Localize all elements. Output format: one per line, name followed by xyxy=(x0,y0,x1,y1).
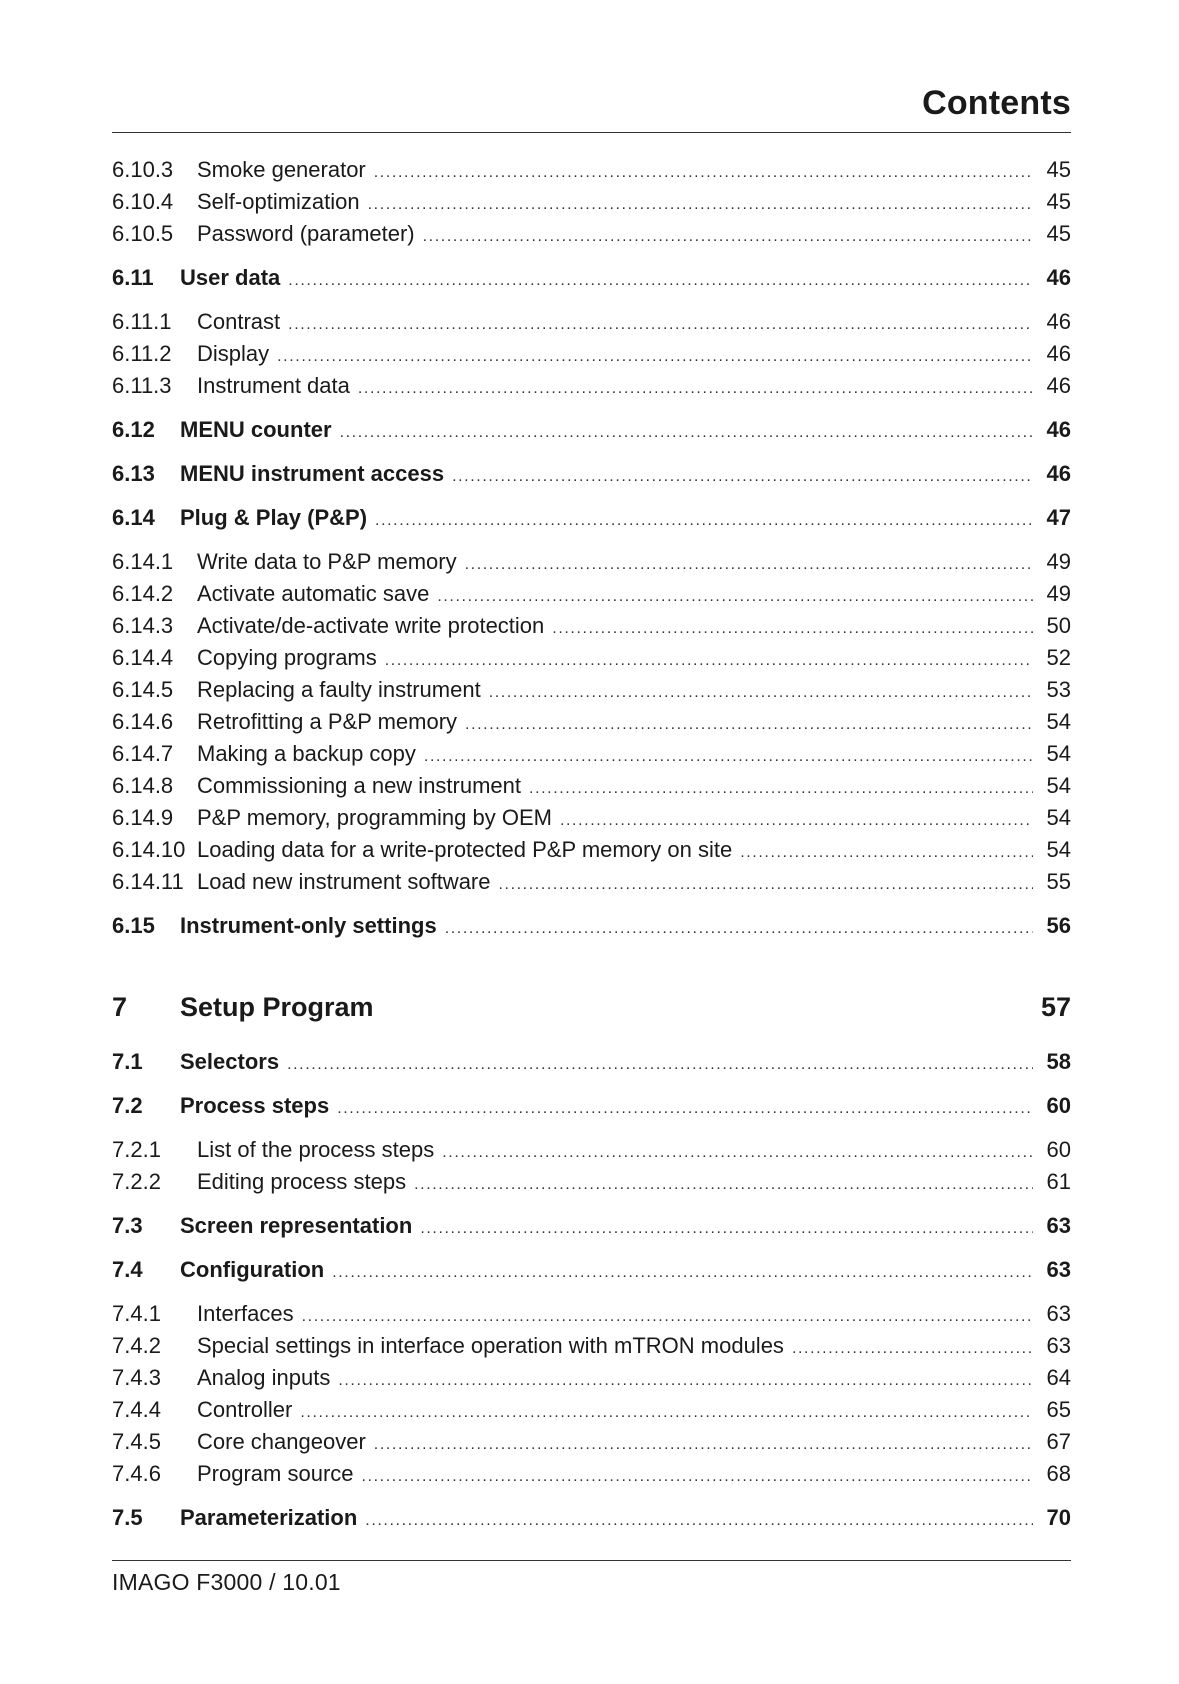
toc-entry[interactable] xyxy=(112,706,1071,738)
toc-entry-page: 67 xyxy=(1046,1429,1071,1454)
toc-entry[interactable] xyxy=(112,1090,1071,1122)
toc-dot-leader xyxy=(442,1137,1033,1169)
toc-entry-number: 6.14.8 xyxy=(112,773,174,798)
toc-entry-label: Commissioning a new instrument xyxy=(197,773,522,798)
toc-entry-page: 54 xyxy=(1046,837,1071,862)
toc-entry-page: 65 xyxy=(1046,1397,1071,1422)
toc-dot-leader xyxy=(358,373,1033,405)
toc-entry-number: 6.12 xyxy=(112,417,155,442)
toc-entry-page: 45 xyxy=(1046,189,1071,214)
toc-entry-label: Process steps xyxy=(180,1093,330,1118)
toc-entry-number: 6.10.3 xyxy=(112,157,174,182)
toc-entry[interactable] xyxy=(112,502,1071,534)
page-header xyxy=(112,80,1071,133)
toc-dot-leader xyxy=(552,613,1033,645)
toc-entry-number: 6.14.5 xyxy=(112,677,174,702)
toc-entry-number: 6.14.7 xyxy=(112,741,174,766)
toc-entry-number: 6.14.10 xyxy=(112,837,186,862)
page-title: Contents xyxy=(922,84,1071,122)
toc-entry-label: Controller xyxy=(197,1397,293,1422)
toc-entry-page: 58 xyxy=(1046,1049,1071,1074)
toc-entry-label: P&P memory, programming by OEM xyxy=(197,805,552,830)
toc-dot-leader xyxy=(529,773,1033,805)
toc-entry-page: 63 xyxy=(1046,1213,1071,1238)
toc-entry[interactable] xyxy=(112,154,1071,186)
toc-entry-number: 7.5 xyxy=(112,1505,143,1530)
toc-entry-number: 6.14.2 xyxy=(112,581,174,606)
toc-dot-leader xyxy=(332,1257,1033,1289)
toc-entry-label: Password (parameter) xyxy=(197,221,415,246)
toc-dot-leader xyxy=(489,677,1033,709)
toc-entry-label: Activate/de-activate write protection xyxy=(197,613,545,638)
toc-entry-label: Configuration xyxy=(180,1257,325,1282)
toc-entry-number: 7.4.6 xyxy=(112,1461,161,1486)
toc-entry-label: MENU instrument access xyxy=(180,461,445,486)
toc-dot-leader xyxy=(368,189,1033,221)
toc-entry[interactable] xyxy=(112,1330,1071,1362)
toc-entry-number: 6.14 xyxy=(112,505,155,530)
toc-entry[interactable] xyxy=(112,186,1071,218)
toc-dot-leader xyxy=(300,1397,1033,1429)
toc-entry-label: Program source xyxy=(197,1461,354,1486)
toc-entry-page: 63 xyxy=(1046,1257,1071,1282)
toc-entry-page: 68 xyxy=(1046,1461,1071,1486)
toc-entry-label: User data xyxy=(180,265,281,290)
toc-entry-page: 46 xyxy=(1046,341,1071,366)
toc-dot-leader xyxy=(792,1333,1033,1365)
toc-dot-leader xyxy=(424,741,1033,773)
toc-entry[interactable] xyxy=(112,1362,1071,1394)
toc-entry-label: Load new instrument software xyxy=(197,869,491,894)
toc-entry-page: 53 xyxy=(1046,677,1071,702)
toc-entry-page: 56 xyxy=(1046,913,1071,938)
toc-dot-leader xyxy=(423,221,1033,253)
toc-entry-number: 6.14.9 xyxy=(112,805,174,830)
toc-entry-page: 50 xyxy=(1046,613,1071,638)
toc-entry-label: Analog inputs xyxy=(197,1365,331,1390)
toc-entry[interactable] xyxy=(112,218,1071,250)
toc-dot-leader xyxy=(452,461,1033,493)
toc-entry-page: 45 xyxy=(1046,221,1071,246)
toc-entry[interactable] xyxy=(112,262,1071,294)
toc-entry[interactable] xyxy=(112,306,1071,338)
toc-dot-leader xyxy=(288,309,1033,341)
toc-entry-page: 70 xyxy=(1046,1505,1071,1530)
toc-entry-number: 6.11.1 xyxy=(112,309,172,334)
toc-entry-number: 6.14.6 xyxy=(112,709,174,734)
toc-entry[interactable] xyxy=(112,1134,1071,1166)
toc-dot-leader xyxy=(287,1049,1033,1081)
toc-entry-number: 6.11.3 xyxy=(112,373,172,398)
toc-dot-leader xyxy=(302,1301,1033,1333)
toc-entry-number: 7.4.5 xyxy=(112,1429,161,1454)
toc-entry-label: Editing process steps xyxy=(197,1169,407,1194)
toc-entry[interactable] xyxy=(112,738,1071,770)
toc-entry-number: 7.2.1 xyxy=(112,1137,161,1162)
toc-entry-label: Making a backup copy xyxy=(197,741,416,766)
toc-entry[interactable] xyxy=(112,1458,1071,1490)
toc-dot-leader xyxy=(365,1505,1033,1537)
toc-entry[interactable] xyxy=(112,1210,1071,1242)
toc-entry-number: 6.14.4 xyxy=(112,645,174,670)
page-footer xyxy=(112,1560,1071,1596)
footer-text: IMAGO F3000 / 10.01 xyxy=(112,1569,341,1595)
toc-entry-label: Contrast xyxy=(197,309,281,334)
toc-entry-page: 60 xyxy=(1046,1137,1071,1162)
toc-entry-number: 6.11 xyxy=(112,265,154,290)
toc-entry-number: 7.4.2 xyxy=(112,1333,161,1358)
toc-entry-label: Instrument data xyxy=(197,373,350,398)
toc-dot-leader xyxy=(437,581,1033,613)
toc-entry-label: Instrument-only settings xyxy=(180,913,437,938)
toc-entry[interactable] xyxy=(112,866,1071,898)
toc-entry-number: 7.2.2 xyxy=(112,1169,161,1194)
toc-entry-label: MENU counter xyxy=(180,417,332,442)
toc-dot-leader xyxy=(499,869,1034,901)
toc-entry-number: 6.10.5 xyxy=(112,221,174,246)
toc-entry[interactable] xyxy=(112,458,1071,490)
toc-entry[interactable] xyxy=(112,414,1071,446)
toc-entry-label: Write data to P&P memory xyxy=(197,549,457,574)
toc-entry[interactable] xyxy=(112,674,1071,706)
toc-entry[interactable] xyxy=(112,546,1071,578)
toc-entry[interactable] xyxy=(112,370,1071,402)
toc-entry-label: Self-optimization xyxy=(197,189,360,214)
toc-dot-leader xyxy=(337,1093,1033,1125)
toc-entry[interactable] xyxy=(112,1394,1071,1426)
toc-entry-number: 6.14.3 xyxy=(112,613,174,638)
toc-dot-leader xyxy=(374,1429,1033,1461)
toc-entry-page: 46 xyxy=(1046,265,1071,290)
toc-entry[interactable] xyxy=(112,1166,1071,1198)
toc-dot-leader xyxy=(414,1169,1033,1201)
toc-entry-page: 54 xyxy=(1046,741,1071,766)
toc-entry-label: Activate automatic save xyxy=(197,581,430,606)
toc-entry-page: 46 xyxy=(1046,417,1071,442)
toc-entry-number: 6.11.2 xyxy=(112,341,172,366)
toc-entry-page: 64 xyxy=(1046,1365,1071,1390)
toc-dot-leader xyxy=(385,645,1033,677)
toc-dot-leader xyxy=(740,837,1033,869)
toc-dot-leader xyxy=(340,417,1033,449)
toc-entry[interactable] xyxy=(112,338,1071,370)
toc-entry-number: 6.10.4 xyxy=(112,189,174,214)
toc-entry-page: 54 xyxy=(1046,805,1071,830)
toc-entry-number: 7.2 xyxy=(112,1093,143,1118)
toc-entry-page: 47 xyxy=(1046,505,1071,530)
toc-entry-page: 54 xyxy=(1046,709,1071,734)
toc-entry[interactable] xyxy=(112,1298,1071,1330)
toc-entry-label: Parameterization xyxy=(180,1505,358,1530)
toc-dot-leader xyxy=(465,549,1033,581)
toc-chapter-entry[interactable] xyxy=(112,988,1071,1026)
toc-entry[interactable] xyxy=(112,642,1071,674)
toc-entry-page: 49 xyxy=(1046,581,1071,606)
toc-dot-leader xyxy=(375,505,1033,537)
toc-entry-page: 49 xyxy=(1046,549,1071,574)
toc-entry-page: 46 xyxy=(1046,309,1071,334)
toc-entry-label: List of the process steps xyxy=(197,1137,435,1162)
toc-entry-label: Copying programs xyxy=(197,645,377,670)
toc-entry-number: 7.4 xyxy=(112,1257,143,1282)
toc-dot-leader xyxy=(560,805,1033,837)
table-of-contents xyxy=(112,154,1071,1534)
toc-entry-page: 63 xyxy=(1046,1333,1071,1358)
toc-entry-label: Display xyxy=(197,341,270,366)
toc-entry-label: Screen representation xyxy=(180,1213,413,1238)
toc-entry[interactable] xyxy=(112,1046,1071,1078)
toc-entry-page: 55 xyxy=(1046,869,1071,894)
toc-entry-number: 7 xyxy=(112,992,128,1022)
toc-entry[interactable] xyxy=(112,770,1071,802)
toc-dot-leader xyxy=(362,1461,1033,1493)
toc-entry-page: 54 xyxy=(1046,773,1071,798)
toc-entry-label: Retrofitting a P&P memory xyxy=(197,709,458,734)
toc-entry[interactable] xyxy=(112,1502,1071,1534)
toc-entry-label: Core changeover xyxy=(197,1429,366,1454)
toc-dot-leader xyxy=(374,157,1033,189)
toc-entry-number: 7.4.3 xyxy=(112,1365,161,1390)
toc-entry-page: 46 xyxy=(1046,373,1071,398)
toc-entry-page: 61 xyxy=(1046,1169,1071,1194)
toc-dot-leader xyxy=(338,1365,1033,1397)
toc-entry-label: Special settings in interface operation with mTRON modules xyxy=(197,1333,784,1358)
toc-entry-page: 60 xyxy=(1046,1093,1071,1118)
toc-entry-page: 46 xyxy=(1046,461,1071,486)
toc-entry[interactable] xyxy=(112,578,1071,610)
toc-entry-number: 6.13 xyxy=(112,461,155,486)
toc-entry-number: 7.4.1 xyxy=(112,1301,161,1326)
toc-entry-label: Plug & Play (P&P) xyxy=(180,505,368,530)
toc-entry-number: 6.14.1 xyxy=(112,549,174,574)
toc-entry-label: Selectors xyxy=(180,1049,280,1074)
toc-entry-label: Smoke generator xyxy=(197,157,366,182)
toc-dot-leader xyxy=(288,265,1033,297)
toc-entry-page: 57 xyxy=(1040,992,1071,1022)
toc-dot-leader xyxy=(420,1213,1033,1245)
toc-entry-number: 7.1 xyxy=(112,1049,143,1074)
toc-entry-label: Setup Program xyxy=(180,992,374,1022)
toc-dot-leader xyxy=(277,341,1033,373)
toc-entry-number: 6.15 xyxy=(112,913,155,938)
toc-entry-number: 7.3 xyxy=(112,1213,143,1238)
toc-entry-label: Replacing a faulty instrument xyxy=(197,677,481,702)
toc-entry-label: Loading data for a write-protected P&P memory on site xyxy=(197,837,733,862)
toc-entry-number: 7.4.4 xyxy=(112,1397,161,1422)
toc-entry-page: 52 xyxy=(1046,645,1071,670)
toc-entry-label: Interfaces xyxy=(197,1301,294,1326)
toc-entry[interactable] xyxy=(112,910,1071,942)
toc-entry[interactable] xyxy=(112,610,1071,642)
toc-entry-number: 6.14.11 xyxy=(112,869,184,894)
toc-entry[interactable] xyxy=(112,834,1071,866)
toc-entry[interactable] xyxy=(112,802,1071,834)
toc-entry-page: 63 xyxy=(1046,1301,1071,1326)
toc-dot-leader xyxy=(445,913,1033,945)
toc-entry[interactable] xyxy=(112,1254,1071,1286)
toc-entry[interactable] xyxy=(112,1426,1071,1458)
toc-entry-page: 45 xyxy=(1046,157,1071,182)
toc-dot-leader xyxy=(465,709,1033,741)
